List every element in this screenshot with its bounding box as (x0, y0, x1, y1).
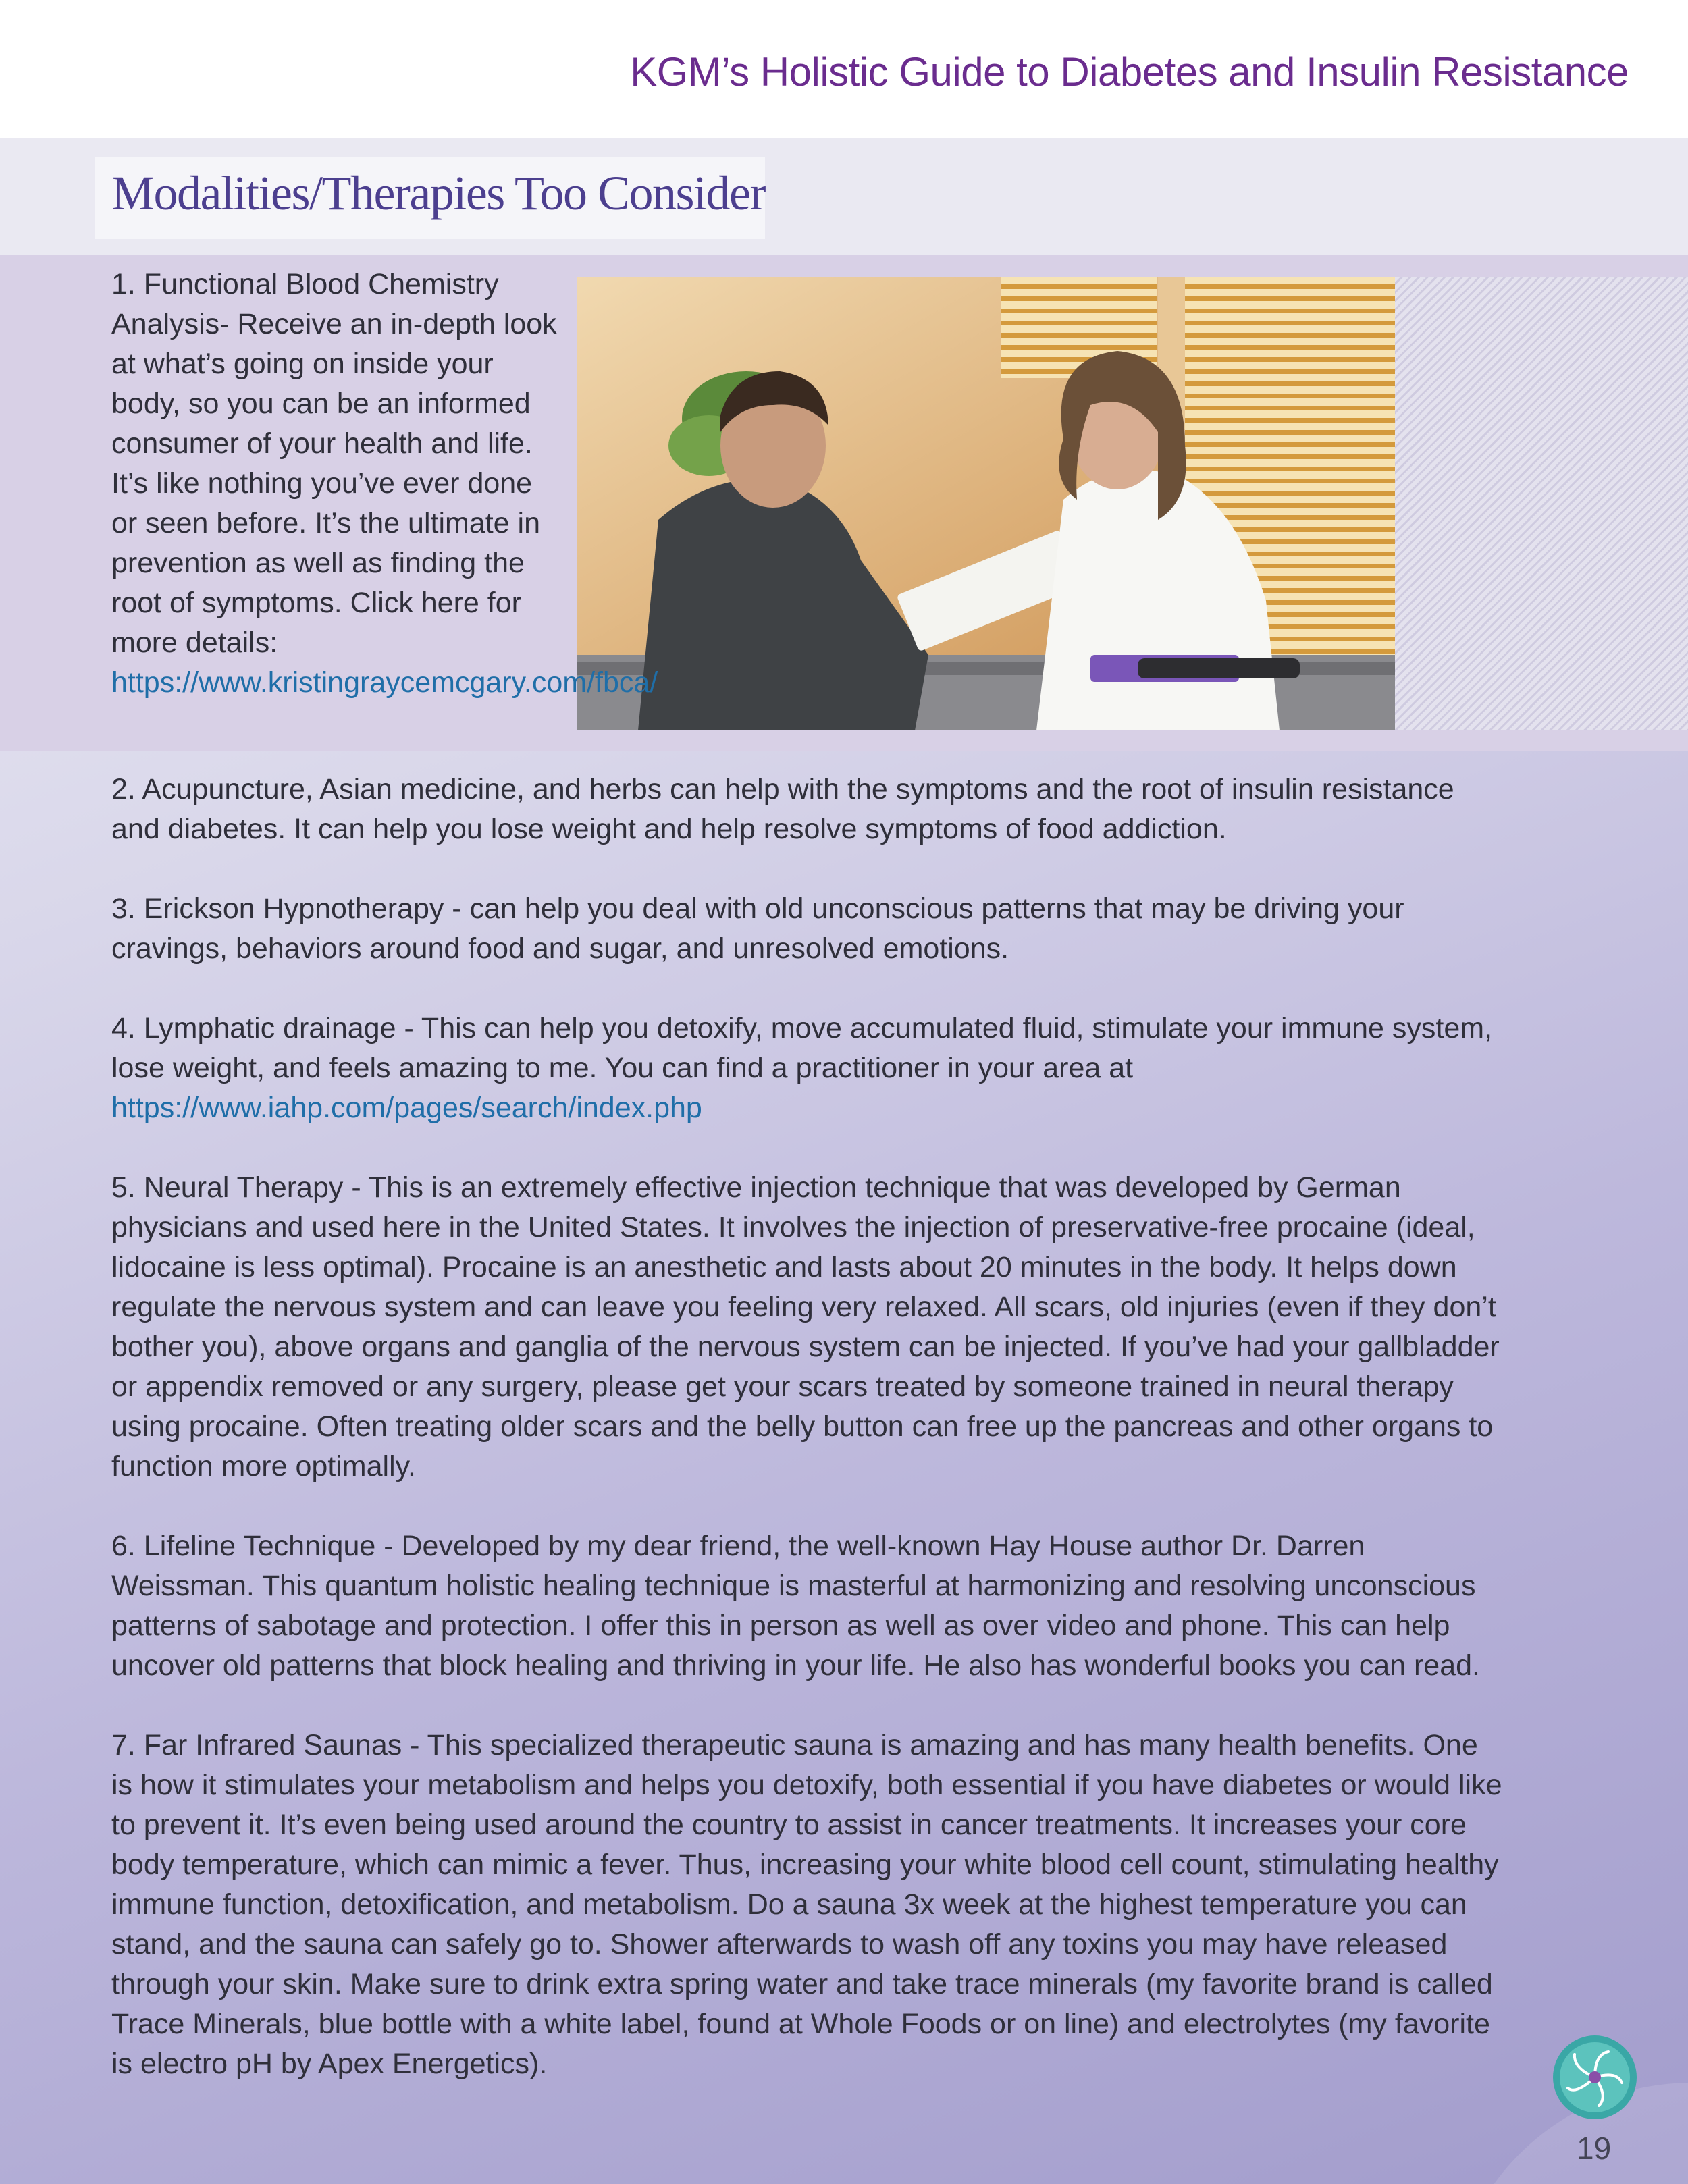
list-item-2: 2. Acupuncture, Asian medicine, and herbs can help with the symptoms and the root of insulin resistance and diabetes. It can help you lose weight and help resolve symptoms of food addiction. (111, 773, 1454, 845)
list-item-6: 6. Lifeline Technique - Developed by my dear friend, the well-known Hay House author Dr. Darren Weissman. This quantum holistic healing technique is masterful at harmonizing and resolving unconscious patterns of sabotage and protection. I offer this in person as well as over video and phone. This can help uncover old patterns that block healing and thriving in your life. He also has wonderful books you can read. (111, 1530, 1480, 1682)
fbca-link[interactable]: https://www.kristingraycemcgary.com/fbca/ (111, 666, 658, 699)
list-item-1-text: 1. Functional Blood Chemistry Analysis- Receive an in-depth look at what’s going on inside your body, so you can be an informed consumer of your health and life. It’s like nothing you’ve ever done or seen before. It’s the ultimate in prevention as well as finding the root of symptoms. Click here for more details: (111, 268, 557, 659)
iahp-link[interactable]: https://www.iahp.com/pages/search/index.php (111, 1092, 702, 1124)
list-item-3: 3. Erickson Hypnotherapy - can help you deal with old unconscious patterns that may be driving your cravings, behaviors around food and sugar, and unresolved emotions. (111, 893, 1404, 965)
document-title: KGM’s Holistic Guide to Diabetes and Insulin Resistance (630, 49, 1629, 95)
mandala-logo-icon (1552, 2034, 1638, 2121)
consultation-photo (577, 277, 1395, 730)
page-header (0, 0, 1688, 138)
page-number: 19 (1577, 2131, 1612, 2166)
hatch-pattern (1395, 277, 1688, 730)
therapy-list (111, 770, 1502, 2124)
list-item-4 (111, 1009, 1502, 1128)
list-item-4-text: 4. Lymphatic drainage - This can help you detoxify, move accumulated fluid, stimulate your immune system, lose weight, and feels amazing to me. You can find a practitioner in your area at (111, 1012, 1493, 1084)
list-item-1 (111, 265, 658, 703)
list-item-7: 7. Far Infrared Saunas - This specialized therapeutic sauna is amazing and has many health benefits. One is how it stimulates your metabolism and helps you detoxify, both essential if you have diabetes or would like to prevent it. It’s even being used around the country to assist in cancer treatments. It increases your core body temperature, which can mimic a fever. Thus, increasing your white blood cell count, stimulating healthy immune function, detoxification, and metabolism. Do a sauna 3x week at the highest temperature you can stand, and the sauna can safely go to. Shower afterwards to wash off any toxins you may have released through your skin. Make sure to drink extra spring water and take trace minerals (my favorite brand is called Trace Minerals, blue bottle with a white label, found at Whole Foods or on line) and electrolytes (my favorite is electro pH by Apex Energetics). (111, 1729, 1502, 2080)
section-title: Modalities/Therapies Too Consider (111, 166, 765, 220)
list-item-5: 5. Neural Therapy - This is an extremely effective injection technique that was developed by German physicians and used here in the United States. It involves the injection of preservative-free procaine (ideal, lidocaine is less optimal). Procaine is an anesthetic and lasts about 20 minutes in the body. It helps down regulate the nervous system and can leave you feeling very relaxed. All scars, old injuries (even if they don’t bother you), above organs and ganglia of the nervous system can be injected. If you’ve had your gallbladder or appendix removed or any surgery, please get your scars treated by someone trained in neural therapy using procaine. Often treating older scars and the belly button can free up the pancreas and other organs to function more optimally. (111, 1171, 1500, 1483)
